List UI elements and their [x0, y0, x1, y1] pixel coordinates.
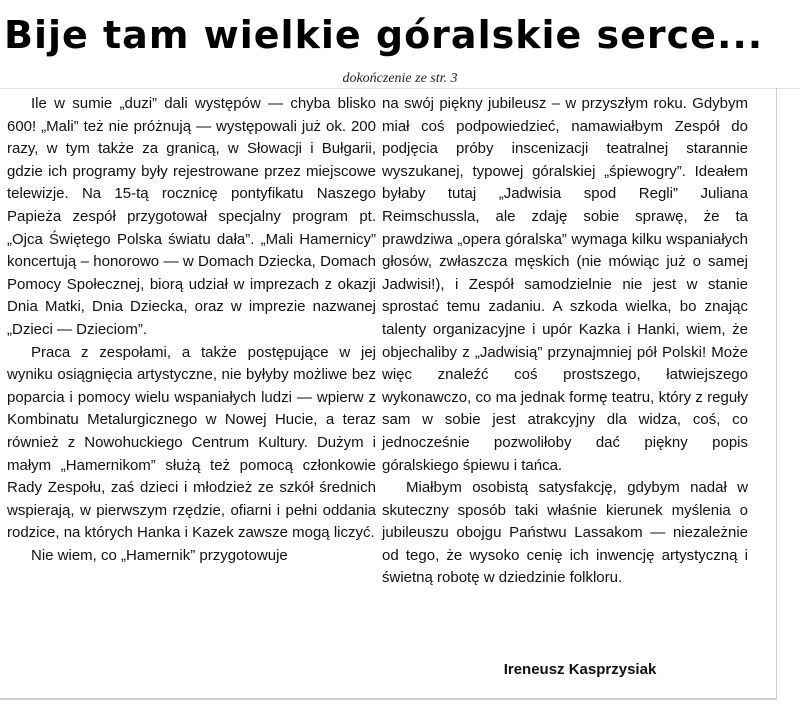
- scan-edge-top: [0, 88, 800, 89]
- article-headline: Bije tam wielkie góralskie serce...: [4, 13, 764, 57]
- scan-edge-bottom: [0, 698, 777, 700]
- scan-edge-right: [776, 88, 777, 698]
- paragraph: Miałbym osobistą satysfakcję, gdybym nadał w skuteczny sposób taki właśnie kierunek myślenia o jubileuszu obojgu Państwu Lassakom — niezależnie od tego, że wysoko cenię ich inwencję artystyczną i świetną robotę w dziedzinie folkloru.: [382, 479, 748, 587]
- paragraph: Praca z zespołami, a także postępujące w jej wyniku osiągnięcia artystyczne, nie byłyby możliwe bez poparcia i pomocy wielu wspaniałych ludzi — wpierw z Kombinatu Metalurgicznego w Nowej Hucie, a teraz również z Nowohuckiego Centrum Kultury. Dużym i małym „Hamernikom” służą też pomocą członkowie Rady Zespołu, zaś dzieci i młodzież ze szkół średnich wspierają, w pierwszym rzędzie, ofiarni i pełni oddania rodzice, na których Hanka i Kazek zawsze mogą liczyć.: [7, 343, 376, 542]
- paragraph: Ile w sumie „duzi” dali występów — chyba blisko 600! „Mali” też nie próżnują — występowali już ok. 200 razy, w tym także za granicą, w Słowacji i Bułgarii, gdzie ich programy były rejestrowane przez miejscowe telewizje. Na 15-tą rocznicę pontyfikatu Naszego Papieża zespół przygotował specjalny program pt. „Ojca Świętego Polska światu dała”. „Mali Hamernicy” koncertują – honorowo — w Domach Dziecka, Domach Pomocy Społecznej, biorą udział w imprezach z okazji Dnia Matki, Dnia Dziecka, oraz w imprezie nazwanej „Dzieci — Dzieciom”.: [7, 95, 376, 338]
- left-column: [7, 93, 376, 693]
- author-byline: Ireneusz Kasprzysiak: [503, 661, 657, 678]
- paragraph: na swój piękny jubileusz – w przyszłym roku. Gdybym miał coś podpowiedzieć, namawiałbym Zespół do podjęcia próby inscenizacji teatralnej starannie wyszukanej, typowej góralskiej „śpiewogry”. Ideałem byłaby tutaj „Jadwisia spod Regli” Juliana Reimschussla, ale zdaję sobie sprawę, że ta prawdziwa „opera góralska” wymaga kilku wspaniałych głosów, zwłaszcza męskich (nie mówiąc już o samej Jadwisi!), i Zespół samodzielnie nie jest w stanie sprostać temu zadaniu. A szkoda wielka, bo znając talenty organizacyjne i upór Kazka i Hanki, wiem, że objechaliby z „Jadwisią” przynajmniej pół Polski! Może więc znaleźć coś prostszego, łatwiejszego wykonawczo, co ma jednak formę teatru, który z reguły sam w sobie jest atrakcyjny dla widza, coś, co jednocześnie pozwoliłoby dać piękny popis góralskiego śpiewu i tańca.: [382, 95, 748, 474]
- paragraph: Nie wiem, co „Hamernik” przygotowuje: [31, 546, 288, 564]
- right-column: [382, 93, 748, 693]
- continued-from-note: dokończenie ze str. 3: [342, 71, 458, 86]
